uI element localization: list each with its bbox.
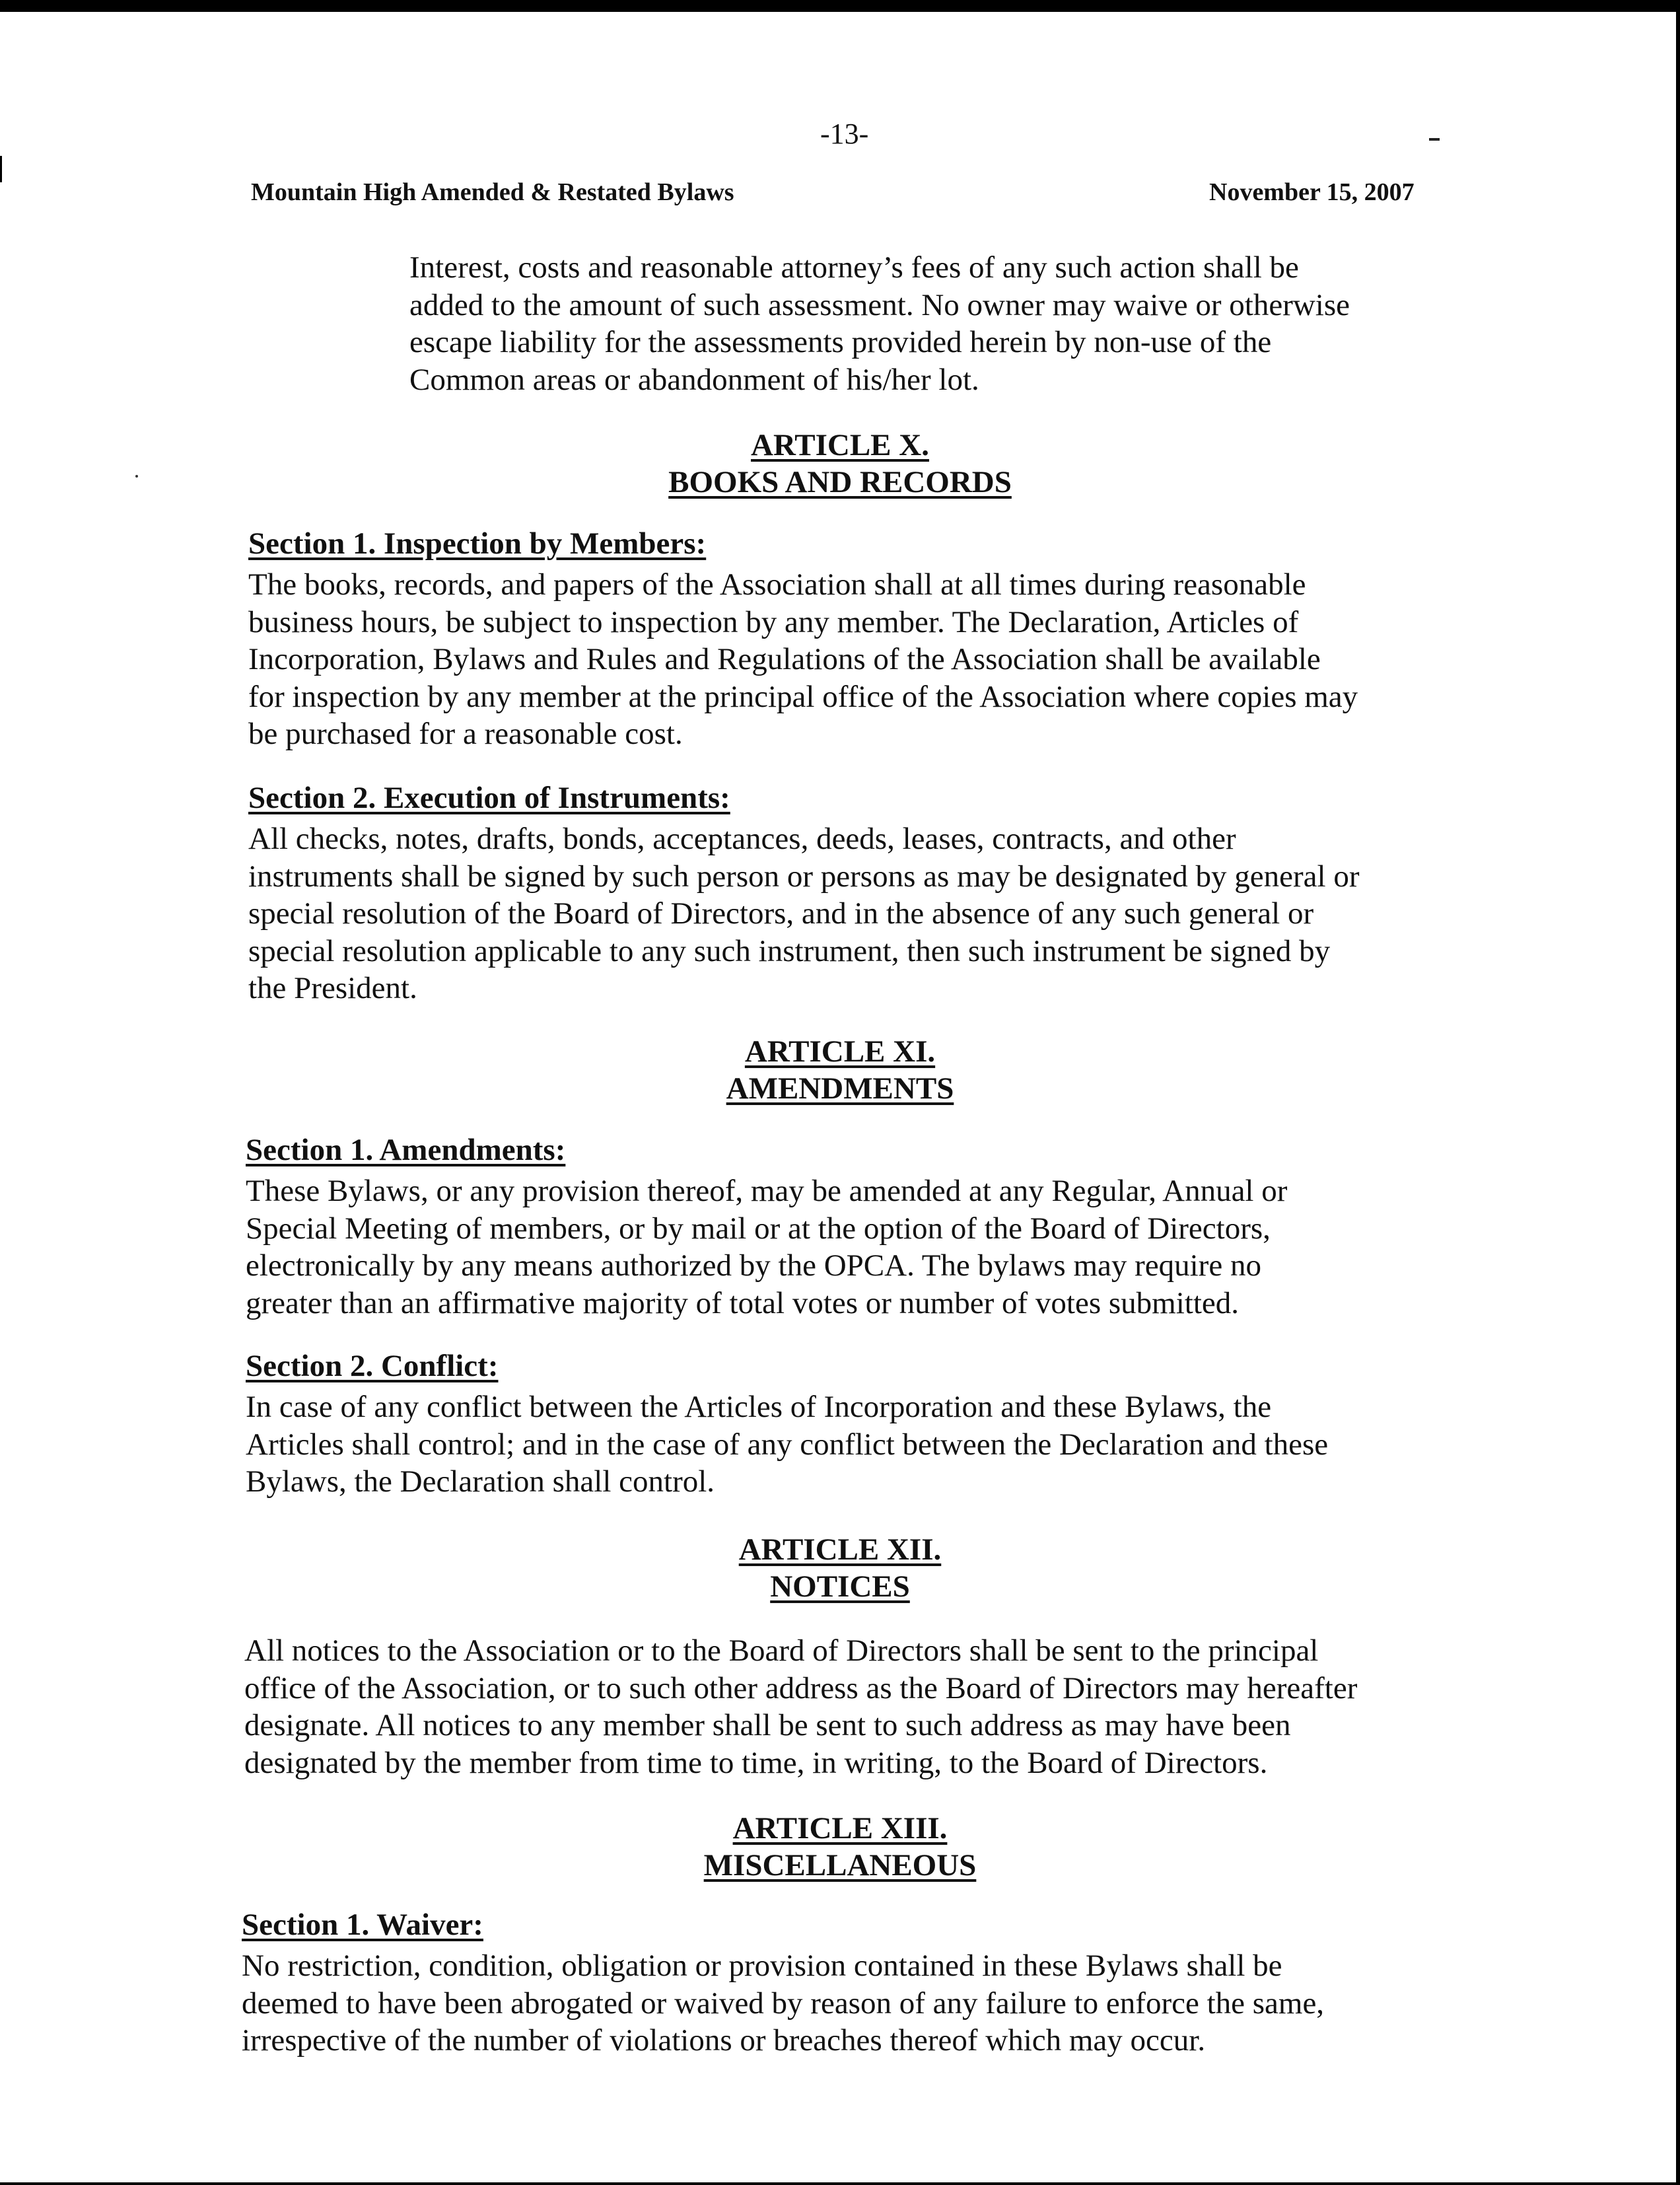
paragraph-line: designate. All notices to any member shall be sent to such address as may have been bbox=[244, 1708, 1291, 1742]
paragraph-line: business hours, be subject to inspection by any member. The Declaration, Articles of bbox=[248, 604, 1299, 639]
article-xiii-heading bbox=[0, 1810, 1680, 1884]
paragraph-line: All checks, notes, drafts, bonds, acceptances, deeds, leases, contracts, and other bbox=[248, 822, 1236, 856]
paragraph-line: special resolution applicable to any such instrument, then such instrument be signed by bbox=[248, 933, 1331, 968]
carryover-paragraph bbox=[409, 249, 1350, 398]
header-dash-mark bbox=[1429, 138, 1440, 141]
paragraph-line: special resolution of the Board of Directors, and in the absence of any such general or bbox=[248, 896, 1314, 931]
paragraph-line: office of the Association, or to such other address as the Board of Directors may hereafter bbox=[244, 1670, 1358, 1705]
article-number: ARTICLE XI. bbox=[744, 1034, 936, 1069]
paragraph-line: added to the amount of such assessment. No owner may waive or otherwise bbox=[409, 287, 1350, 322]
section-paragraph bbox=[248, 820, 1359, 1007]
paragraph-line: Special Meeting of members, or by mail or at the option of the Board of Directors, bbox=[246, 1211, 1271, 1246]
section-heading: Section 2. Execution of Instruments: bbox=[248, 781, 730, 815]
paragraph-line: greater than an affirmative majority of total votes or number of votes submitted. bbox=[246, 1285, 1239, 1320]
paragraph-line: instruments shall be signed by such person or persons as may be designated by general or bbox=[248, 859, 1360, 894]
paragraph-line: Interest, costs and reasonable attorney’s fees of any such action shall be bbox=[409, 250, 1299, 285]
page-number: -13- bbox=[820, 118, 869, 150]
section-paragraph bbox=[246, 1172, 1287, 1322]
paragraph-line: The books, records, and papers of the Association shall at all times during reasonable bbox=[248, 567, 1306, 602]
article-number: ARTICLE X. bbox=[751, 428, 929, 462]
article-title: NOTICES bbox=[770, 1569, 910, 1604]
section-heading: Section 2. Conflict: bbox=[246, 1349, 499, 1383]
paragraph-line: No restriction, condition, obligation or provision contained in these Bylaws shall be bbox=[242, 1949, 1282, 1983]
scan-border-top bbox=[0, 0, 1680, 12]
paragraph-line: Articles shall control; and in the case of any conflict between the Declaration and these bbox=[246, 1427, 1329, 1462]
paragraph-line: Bylaws, the Declaration shall control. bbox=[246, 1464, 715, 1499]
paragraph-line: deemed to have been abrogated or waived by reason of any failure to enforce the same, bbox=[242, 1986, 1325, 2021]
article-title: AMENDMENTS bbox=[726, 1071, 954, 1106]
section-paragraph bbox=[242, 1947, 1324, 2060]
notices-paragraph bbox=[244, 1632, 1357, 1781]
section-heading: Section 1. Inspection by Members: bbox=[248, 526, 707, 561]
section-paragraph bbox=[248, 566, 1358, 753]
paragraph-line: irrespective of the number of violations or breaches thereof which may occur. bbox=[242, 2023, 1206, 2058]
document-date: November 15, 2007 bbox=[1209, 178, 1415, 206]
paragraph-line: Common areas or abandonment of his/her lot. bbox=[409, 362, 979, 397]
paragraph-line: electronically by any means authorized by the OPCA. The bylaws may require no bbox=[246, 1248, 1261, 1283]
article-title: MISCELLANEOUS bbox=[703, 1848, 977, 1882]
section-heading: Section 1. Waiver: bbox=[242, 1908, 483, 1942]
article-xi-heading bbox=[0, 1033, 1680, 1107]
paragraph-line: be purchased for a reasonable cost. bbox=[248, 717, 683, 751]
article-number: ARTICLE XIII. bbox=[732, 1811, 948, 1845]
scan-border-bottom bbox=[0, 2182, 1680, 2185]
paragraph-line: Incorporation, Bylaws and Rules and Regulations of the Association shall be available bbox=[248, 642, 1321, 676]
paragraph-line: for inspection by any member at the principal office of the Association where copies may bbox=[248, 679, 1358, 714]
paragraph-line: escape liability for the assessments provided herein by non-use of the bbox=[409, 325, 1272, 359]
paragraph-line: In case of any conflict between the Articles of Incorporation and these Bylaws, the bbox=[246, 1390, 1272, 1424]
section-heading: Section 1. Amendments: bbox=[246, 1133, 566, 1167]
paragraph-line: the President. bbox=[248, 971, 417, 1005]
paragraph-line: All notices to the Association or to the Board of Directors shall be sent to the principal bbox=[244, 1633, 1319, 1668]
section-paragraph bbox=[246, 1388, 1328, 1501]
paragraph-line: designated by the member from time to time, in writing, to the Board of Directors. bbox=[244, 1745, 1268, 1780]
article-number: ARTICLE XII. bbox=[738, 1532, 942, 1567]
document-title: Mountain High Amended & Restated Bylaws bbox=[251, 178, 734, 206]
paragraph-line: These Bylaws, or any provision thereof, may be amended at any Regular, Annual or bbox=[246, 1174, 1288, 1208]
article-title: BOOKS AND RECORDS bbox=[668, 465, 1012, 499]
margin-mark bbox=[0, 156, 2, 182]
article-xii-heading bbox=[0, 1531, 1680, 1605]
article-x-heading bbox=[0, 427, 1680, 501]
